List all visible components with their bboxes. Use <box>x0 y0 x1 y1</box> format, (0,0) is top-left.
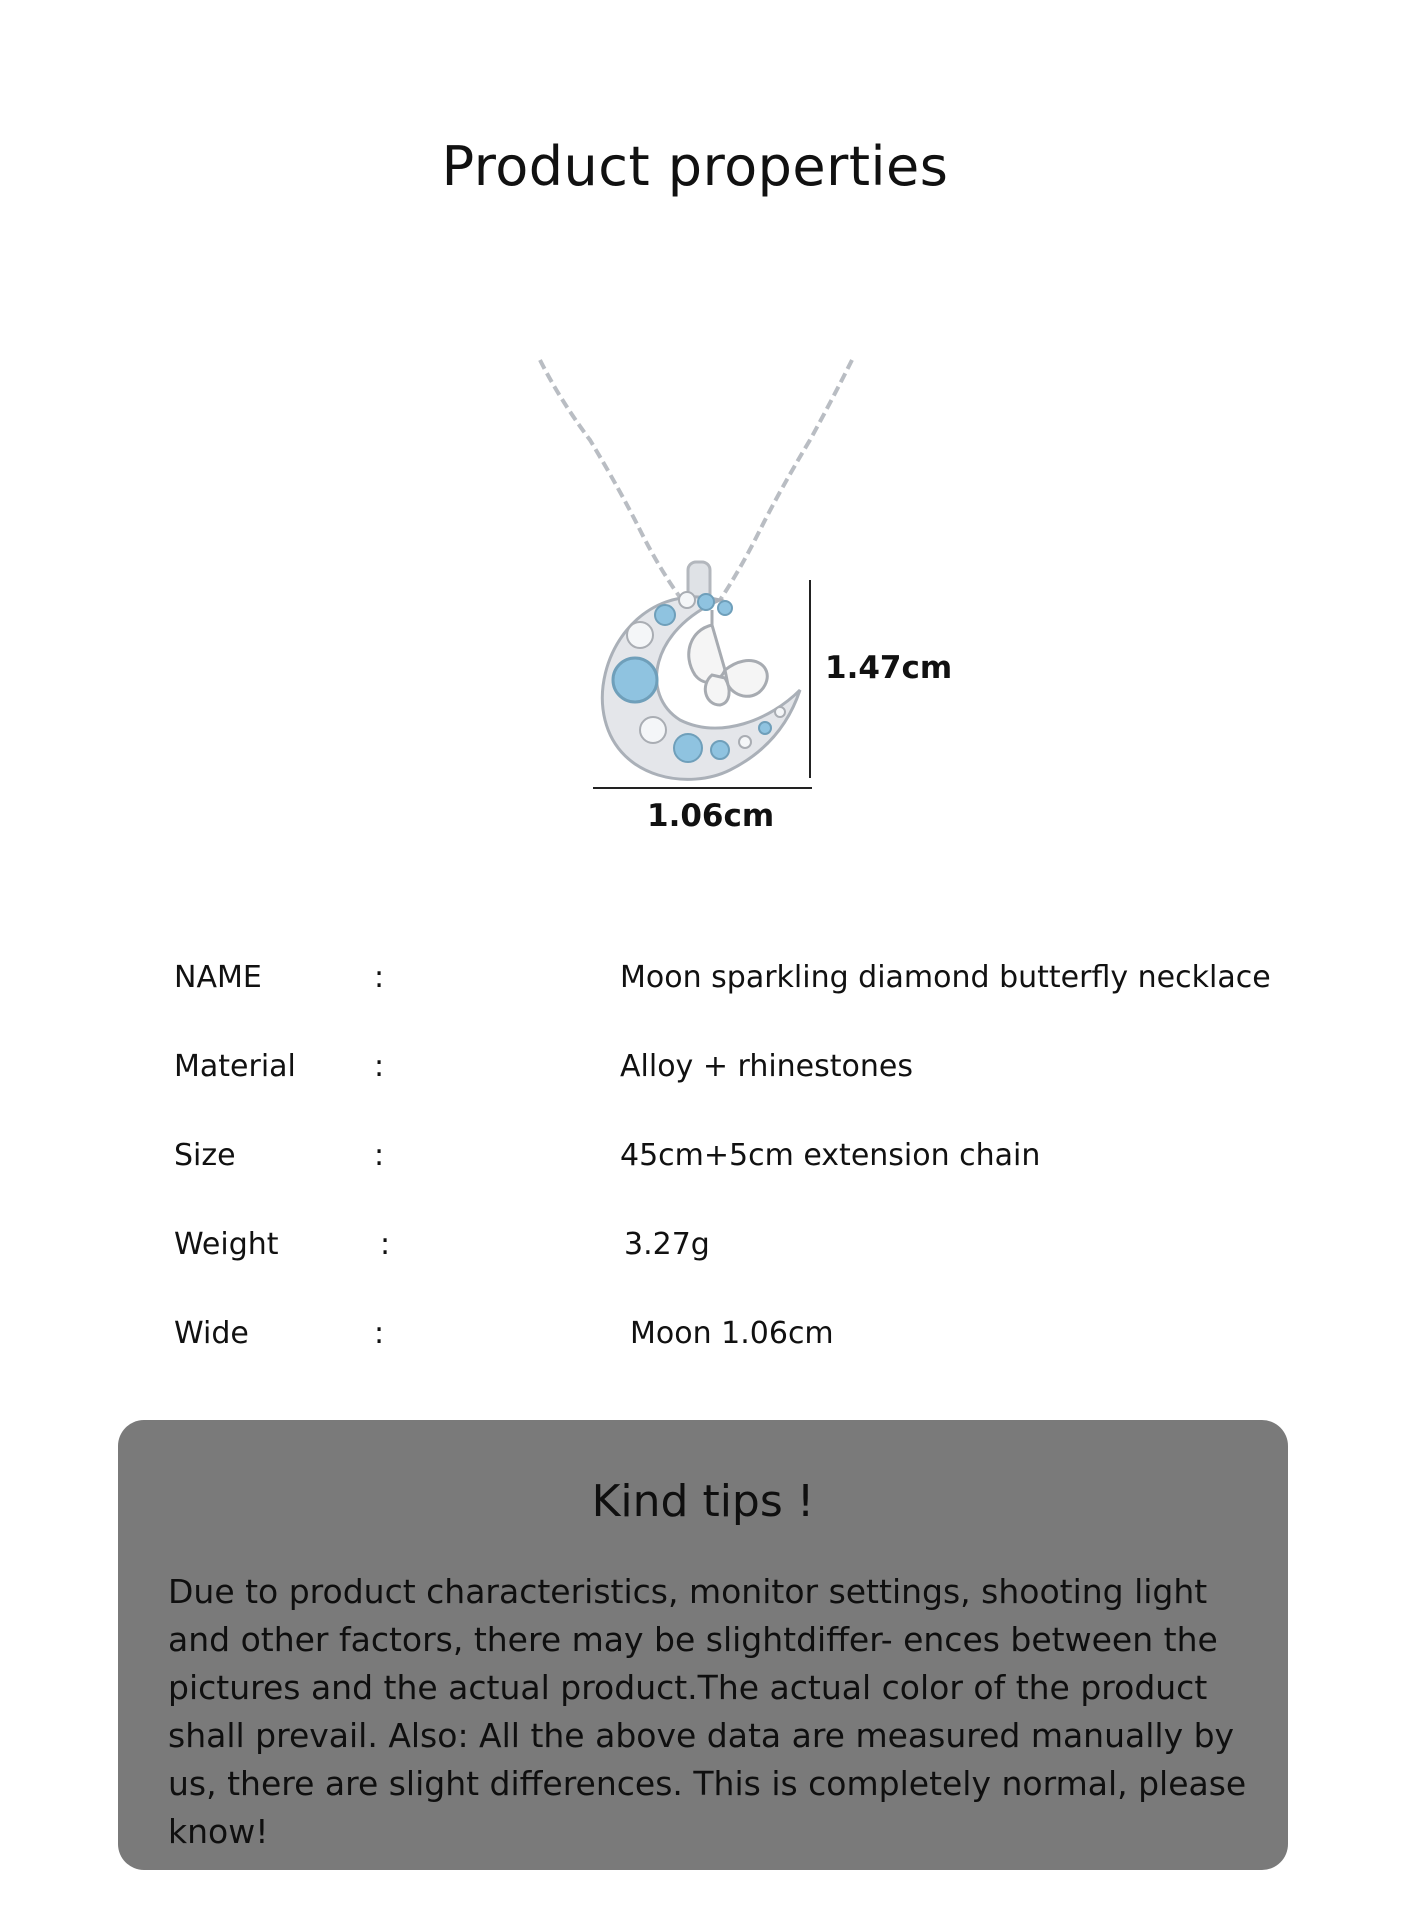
property-label: NAME <box>174 960 262 995</box>
property-label: Size <box>174 1138 236 1173</box>
kind-tips-title: Kind tips ! <box>591 1476 815 1527</box>
property-colon: : <box>374 960 385 995</box>
property-row-name <box>174 960 1294 1049</box>
property-value: 45cm+5cm extension chain <box>620 1138 1041 1173</box>
property-colon: : <box>380 1227 391 1262</box>
property-label: Wide <box>174 1316 249 1351</box>
height-dimension-label: 1.47cm <box>825 650 953 686</box>
property-label: Weight <box>174 1227 279 1262</box>
width-dimension-label: 1.06cm <box>647 798 775 834</box>
property-row-size <box>174 1138 1294 1227</box>
kind-tips-body: Due to product characteristics, monitor settings, shooting light and other factors, there may be slightdiffer- ences between the pictures and the actual product.The actual color of the product shall prevail. Also: All the above data are measured manually by us, there are slight differences. This is completely normal, please know! <box>168 1572 1247 1851</box>
property-row-weight <box>174 1227 1294 1316</box>
property-row-material <box>174 1049 1294 1138</box>
moon-pendant-icon <box>602 592 800 779</box>
property-colon: : <box>374 1138 385 1173</box>
property-value: Alloy + rhinestones <box>620 1049 913 1084</box>
property-row-wide <box>174 1316 1294 1405</box>
properties-table <box>174 960 1294 1405</box>
property-colon: : <box>374 1049 385 1084</box>
property-label: Material <box>174 1049 296 1084</box>
butterfly-icon <box>689 610 768 705</box>
property-value: Moon sparkling diamond butterfly necklace <box>620 960 1271 995</box>
property-value: 3.27g <box>624 1227 710 1262</box>
page-title: Product properties <box>441 135 949 198</box>
product-image <box>420 280 980 860</box>
kind-tips-panel <box>118 1420 1288 1870</box>
property-colon: : <box>374 1316 385 1351</box>
necklace-illustration <box>420 280 980 860</box>
property-value: Moon 1.06cm <box>630 1316 834 1351</box>
